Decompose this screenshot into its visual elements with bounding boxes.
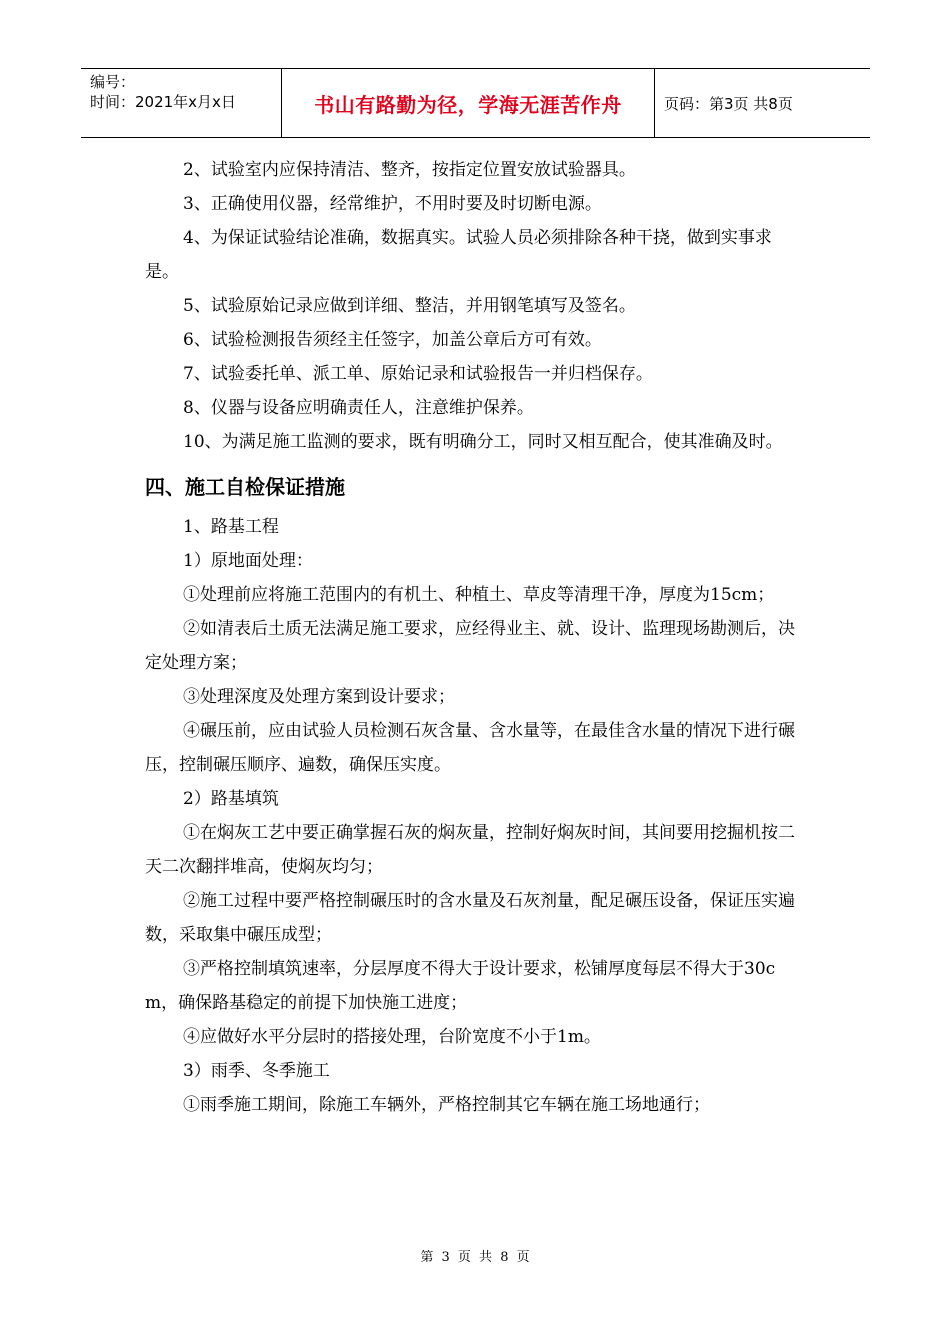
paragraph: ④碾压前，应由试验人员检测石灰含量、含水量等，在最佳含水量的情况下进行碾压，控制碾压顺序、遍数，确保压实度。 (145, 721, 795, 775)
paragraph: ①雨季施工期间，除施工车辆外，严格控制其它车辆在施工场地通行； (183, 1095, 710, 1115)
header-meta-cell (81, 69, 282, 137)
header-motto: 书山有路勤为径，学海无涯苦作舟 (282, 69, 655, 137)
paragraph: 2、试验室内应保持清洁、整齐，按指定位置安放试验器具。 (183, 160, 636, 180)
page-footer: 第 3 页 共 8 页 (420, 1250, 530, 1265)
paragraph: 7、试验委托单、派工单、原始记录和试验报告一并归档保存。 (183, 364, 653, 384)
paragraph: 1）原地面处理： (183, 551, 313, 571)
paragraph: ①处理前应将施工范围内的有机土、种植土、草皮等清理干净，厚度为15cm； (183, 585, 775, 605)
paragraph: ④应做好水平分层时的搭接处理，台阶宽度不小于1m。 (183, 1027, 601, 1047)
paragraph: 5、试验原始记录应做到详细、整洁，并用钢笔填写及签名。 (183, 296, 636, 316)
paragraph: 8、仪器与设备应明确责任人，注意维护保养。 (183, 398, 534, 418)
paragraph: ③处理深度及处理方案到设计要求； (183, 687, 455, 707)
paragraph: 2）路基填筑 (183, 789, 279, 809)
paragraph: 1、路基工程 (183, 517, 279, 537)
paragraph: 10、为满足施工监测的要求，既有明确分工，同时又相互配合，使其准确及时。 (183, 432, 783, 452)
paragraph: ②如清表后土质无法满足施工要求，应经得业主、就、设计、监理现场勘测后，决定处理方案； (145, 619, 795, 673)
paragraph: 4、为保证试验结论准确，数据真实。试验人员必须排除各种干挠，做到实事求是。 (145, 228, 772, 282)
paragraph: ③严格控制填筑速率，分层厚度不得大于设计要求，松铺厚度每层不得大于30cm，确保路基稳定的前提下加快施工进度； (145, 959, 776, 1013)
document-number-label: 编号： (90, 73, 136, 91)
paragraph: ②施工过程中要严格控制碾压时的含水量及石灰剂量，配足碾压设备，保证压实遍数，采取集中碾压成型； (145, 891, 795, 945)
document-body (145, 153, 805, 1122)
document-date-label: 时间：2021年x月x日 (90, 93, 236, 111)
paragraph: 6、试验检测报告须经主任签字，加盖公章后方可有效。 (183, 330, 602, 350)
paragraph: 3）雨季、冬季施工 (183, 1061, 330, 1081)
paragraph: 3、正确使用仪器，经常维护，不用时要及时切断电源。 (183, 194, 602, 214)
section-heading: 四、施工自检保证措施 (145, 475, 345, 499)
paragraph: ①在焖灰工艺中要正确掌握石灰的焖灰量，控制好焖灰时间，其间要用挖掘机按二天二次翻拌堆高，使焖灰均匀； (145, 823, 795, 877)
page-header-table (81, 68, 870, 138)
header-page-info: 页码：第3页 共8页 (664, 94, 793, 113)
